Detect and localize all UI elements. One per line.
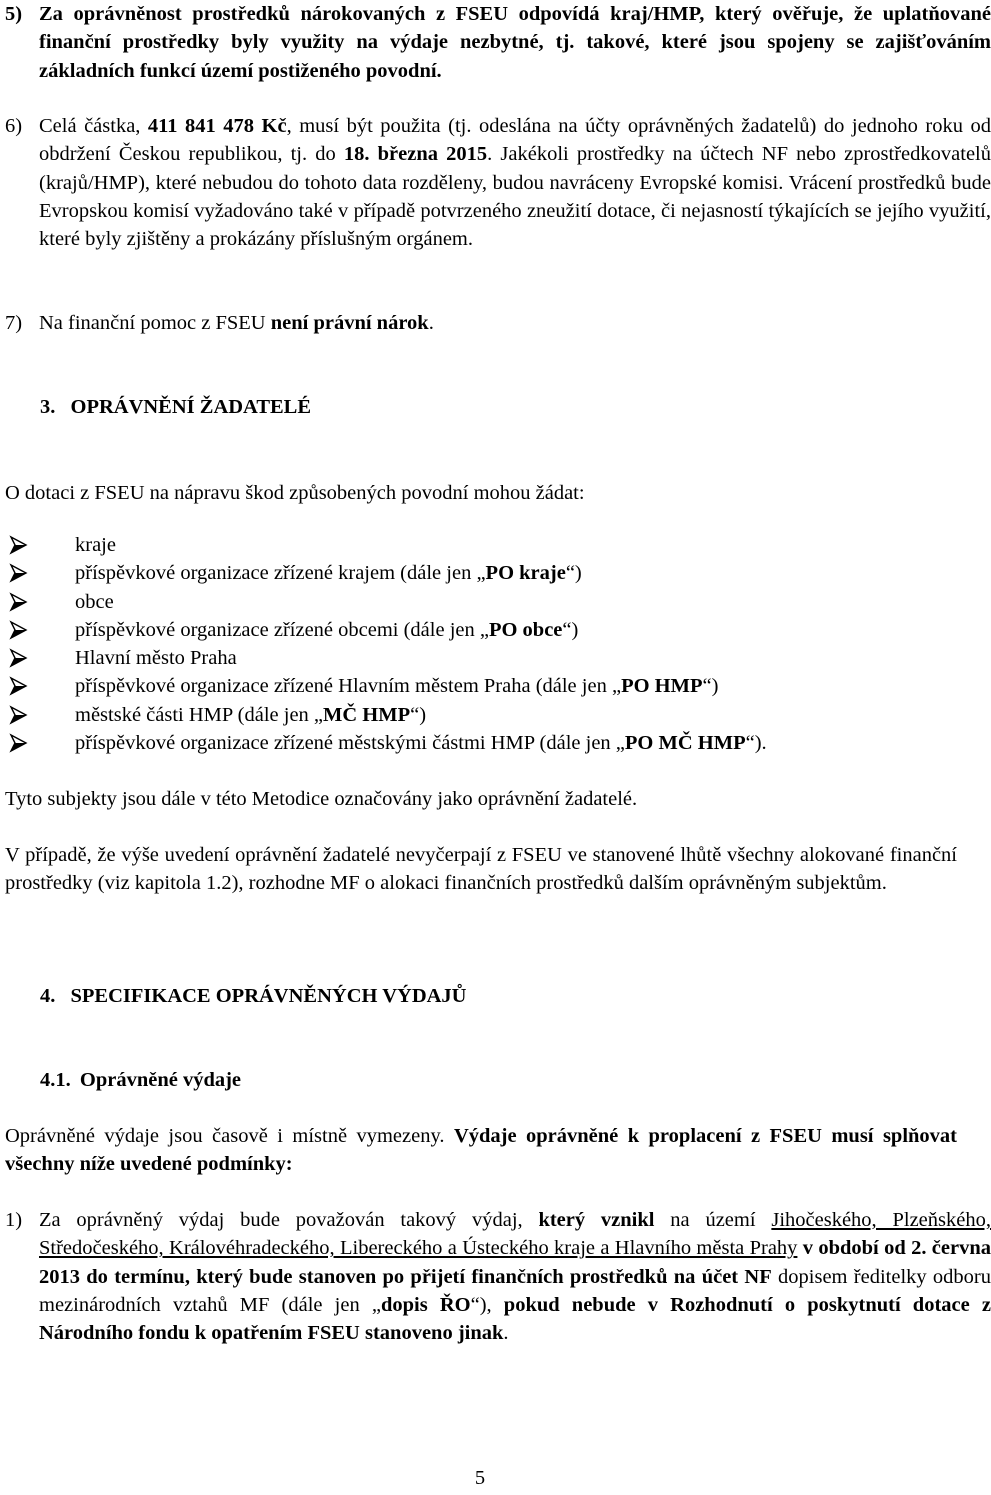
item-6 [5, 112, 991, 253]
list-item [5, 531, 767, 559]
page-number: 5 [474, 1467, 486, 1489]
item-text: Na finanční pomoc z FSEU [39, 312, 271, 334]
applicant-list [5, 531, 767, 757]
arrowhead-bullet-icon [11, 594, 26, 610]
item-7 [5, 309, 991, 337]
arrowhead-bullet-icon [11, 735, 26, 751]
item-text: Za oprávněný výdaj bude považován takový výdaj, [39, 1209, 539, 1231]
arrowhead-bullet-icon [11, 622, 26, 638]
item-bold-text: pokud nebude v Rozhodnutí o poskytnutí dotace z Národního fondu k opatřením FSEU stanoveno jinak [39, 1293, 991, 1345]
list-item-text: kraje [75, 534, 116, 556]
list-item-abbreviation: PO obce [488, 618, 563, 641]
list-item [5, 672, 767, 700]
list-item-text: obce [75, 590, 114, 613]
list-item-text: “) [565, 562, 582, 585]
item-5 [5, 0, 991, 85]
list-item-abbreviation: PO HMP [621, 675, 703, 698]
list-item-text: “) [410, 703, 427, 726]
deadline-date: 18. března 2015 [343, 143, 488, 166]
item-text: Celá částka, [39, 115, 148, 137]
item-number: 6) [5, 115, 23, 137]
item-number: 1) [5, 1209, 23, 1231]
amount: 411 841 478 Kč [147, 115, 287, 137]
unused-funds-paragraph: V případě, že výše uvedení oprávnění žadatelé nevyčerpají z FSEU ve stanovené lhůtě všechny alokované finanční prostředky (viz kapitola 1.2), rozhodne MF o alokaci finančních prostředků dalším oprávněným subjektům. [5, 844, 957, 895]
list-item-text: městské části HMP (dále jen „ [75, 703, 324, 726]
item-number: 5) [5, 3, 23, 25]
item-text: . [503, 1322, 509, 1345]
arrowhead-bullet-icon [11, 650, 26, 666]
item-bold-text: není právní nárok [270, 312, 429, 334]
item-text: . [428, 312, 434, 334]
section-4-1-heading [40, 1066, 241, 1094]
list-item-abbreviation: MČ HMP [323, 703, 411, 726]
condition-1 [5, 1206, 991, 1347]
list-item-abbreviation: PO MČ HMP [624, 732, 746, 755]
item-text: “), [470, 1293, 504, 1316]
regions-underlined: Jihočeského, Plzeňského, Středočeského, Královéhradeckého, Libereckého a Ústeckého kraje a Hlavního města Prahy [39, 1209, 991, 1260]
eligible-expenses-paragraph [5, 1122, 957, 1179]
arrowhead-bullet-icon [11, 565, 26, 581]
list-item-text: Hlavní město Praha [75, 647, 237, 670]
arrowhead-bullet-icon [11, 707, 26, 723]
arrowhead-bullet-icon [11, 678, 26, 694]
item-number: 7) [5, 312, 23, 334]
subjects-paragraph: Tyto subjekty jsou dále v této Metodice označovány jako oprávnění žadatelé. [5, 788, 638, 810]
list-item-text: “) [702, 675, 719, 698]
list-item-text: příspěvkové organizace zřízené městskými částmi HMP (dále jen „ [75, 732, 625, 755]
list-item-text: příspěvkové organizace zřízené krajem (dále jen „ [75, 562, 486, 585]
section-number: 4. [40, 985, 56, 1007]
section-number: 3. [40, 396, 56, 418]
item-bold-text: který vznikl [538, 1209, 655, 1231]
item-bold-text: dopis ŘO [380, 1293, 471, 1316]
list-item-abbreviation: PO kraje [485, 562, 566, 585]
section-title: Oprávněné výdaje [79, 1069, 242, 1091]
list-item [5, 701, 767, 729]
section-number: 4.1. [40, 1069, 71, 1091]
intro-paragraph: O dotaci z FSEU na nápravu škod způsobených povodní mohou žádat: [5, 482, 585, 504]
arrowhead-bullet-icon [11, 537, 26, 553]
paragraph-bold-text: Výdaje oprávněné k proplacení z FSEU musí splňovat všechny níže uvedené podmínky: [5, 1125, 957, 1176]
item-text: na území [654, 1209, 772, 1231]
item-text: , musí být použita (tj. odeslána na účty oprávněných žadatelů) do jednoho roku od obdržení Českou republikou, tj. do [39, 115, 991, 166]
section-3-heading [40, 393, 311, 421]
list-item [5, 729, 767, 757]
list-item-text: příspěvkové organizace zřízené Hlavním městem Praha (dále jen „ [75, 675, 622, 698]
section-title: SPECIFIKACE OPRÁVNĚNÝCH VÝDAJŮ [70, 985, 467, 1007]
item-text: Za oprávněnost prostředků nárokovaných z FSEU odpovídá kraj/HMP, který ověřuje, že uplatňované finanční prostředky byly využity na výdaje nezbytné, tj. takové, které jsou spojeny se zajišťováním základních funkcí území postiženého povodní. [39, 3, 991, 82]
list-item-text: příspěvkové organizace zřízené obcemi (dále jen „ [75, 618, 489, 641]
item-bold-text: v období od 2. června 2013 do termínu, který bude stanoven po přijetí finančních prostředků na účet NF [39, 1237, 991, 1288]
list-item [5, 588, 767, 616]
list-item [5, 559, 767, 587]
item-text: dopisem ředitelky odboru mezinárodních vztahů MF (dále jen „ [39, 1265, 991, 1316]
section-4-heading [40, 982, 466, 1010]
section-title: OPRÁVNĚNÍ ŽADATELÉ [70, 396, 312, 418]
list-item [5, 616, 767, 644]
item-text: . Jakékoli prostředky na účtech NF nebo zprostředkovatelů (krajů/HMP), které nebudou do tohoto data rozděleny, budou navráceny Evropské komisi. Vrácení prostředků bude Evropskou komisí vyžadováno také v případě potvrzeného zneužití dotace, či nejasností týkajících se jejího využití, které byly zjištěny a prokázány příslušným orgánem. [39, 143, 991, 251]
list-item-text: “) [562, 618, 579, 641]
list-item-text: “). [745, 732, 767, 755]
paragraph-text: Oprávněné výdaje jsou časově i místně vymezeny. [5, 1125, 454, 1147]
list-item [5, 644, 767, 672]
